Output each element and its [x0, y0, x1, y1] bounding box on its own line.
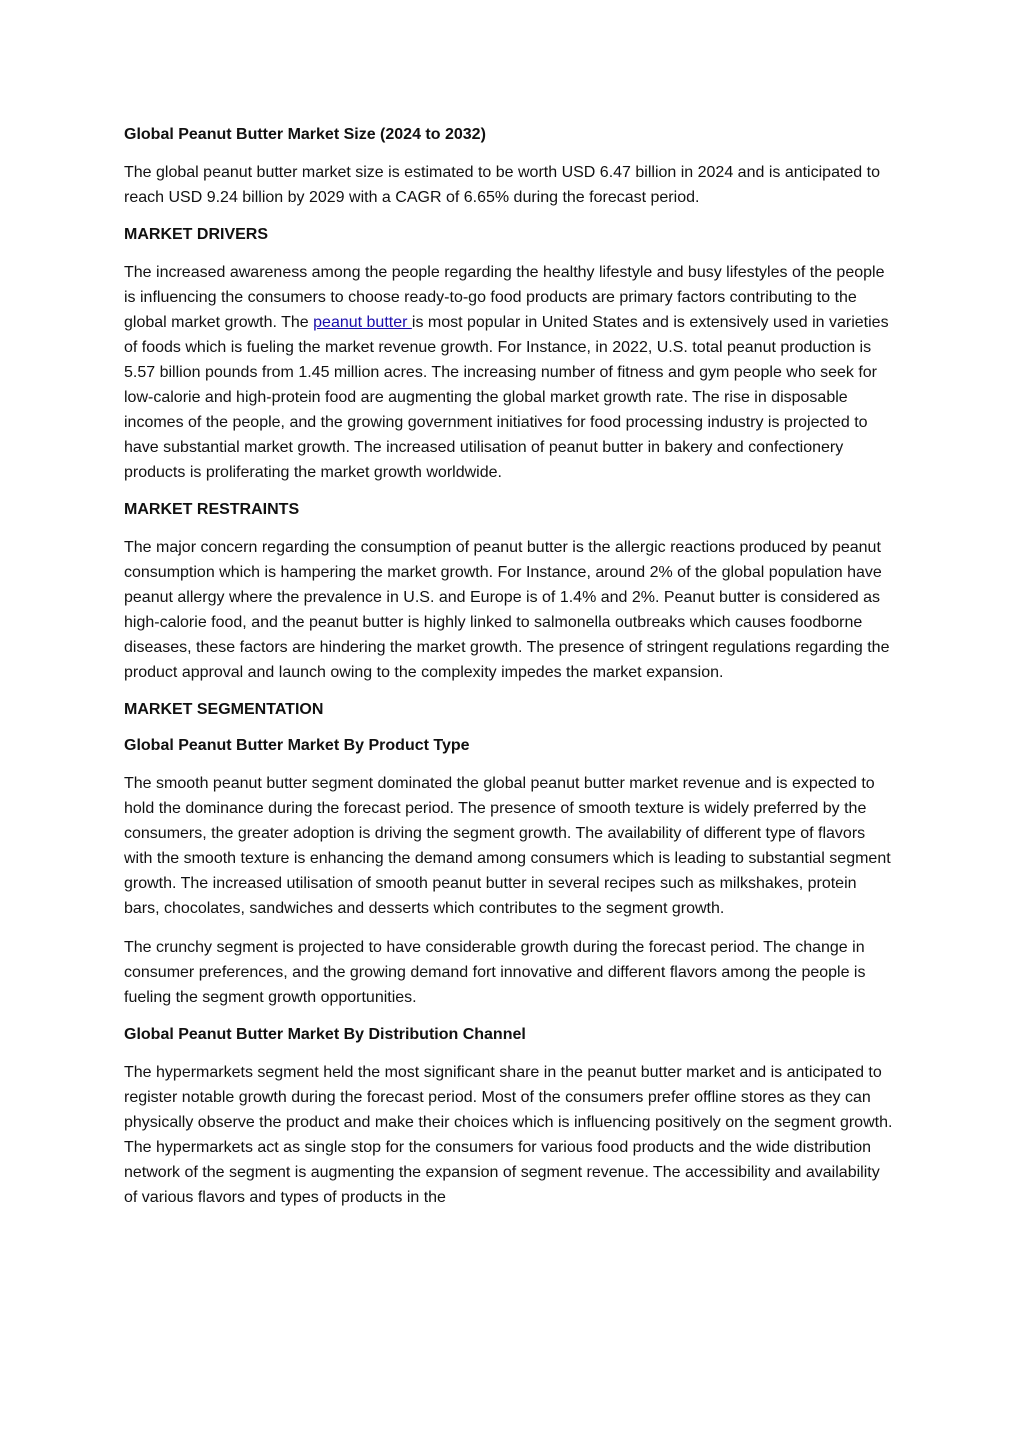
document-title: Global Peanut Butter Market Size (2024 to 2032) — [124, 126, 486, 143]
drivers-text-before-link: The increased awareness among the people regarding the healthy lifestyle and busy lifestyles of the people is influencing the consumers to choose ready-to-go food products are primary factors contributing to the global market growth. The — [124, 264, 885, 331]
smooth-segment-paragraph: The smooth peanut butter segment dominated the global peanut butter market revenue and is expected to hold the dominance during the forecast period. The presence of smooth texture is widely preferred by the consumers, the greater adoption is driving the segment growth. The availability of different type of flavors with the smooth texture is enhancing the demand among consumers which is leading to substantial segment growth. The increased utilisation of smooth peanut butter in several recipes such as milkshakes, protein bars, chocolates, sandwiches and desserts which contributes to the segment growth. — [124, 775, 891, 917]
segmentation-heading: MARKET SEGMENTATION — [124, 701, 324, 718]
document-page — [124, 124, 896, 1224]
drivers-heading: MARKET DRIVERS — [124, 226, 269, 243]
distribution-channel-heading: Global Peanut Butter Market By Distribution Channel — [124, 1026, 526, 1043]
restraints-paragraph: The major concern regarding the consumption of peanut butter is the allergic reactions produced by peanut consumption which is hampering the market growth. For Instance, around 2% of the global population have peanut allergy where the prevalence in U.S. and Europe is of 1.4% and 2%. Peanut butter is considered as high-calorie food, and the peanut butter is highly linked to salmonella outbreaks which causes foodborne diseases, these factors are hindering the market growth. The presence of stringent regulations regarding the product approval and launch owing to the complexity impedes the market expansion. — [124, 539, 890, 681]
intro-paragraph: The global peanut butter market size is estimated to be worth USD 6.47 billion in 2024 and is anticipated to reach USD 9.24 billion by 2029 with a CAGR of 6.65% during the forecast period. — [124, 164, 880, 206]
distribution-channel-paragraph: The hypermarkets segment held the most significant share in the peanut butter market and is anticipated to register notable growth during the forecast period. Most of the consumers prefer offline stores as they can physically observe the product and make their choices which is influencing positively on the segment growth. The hypermarkets act as single stop for the consumers for various food products and the wide distribution network of the segment is augmenting the expansion of segment revenue. The accessibility and availability of various flavors and types of products in the — [124, 1064, 893, 1206]
drivers-paragraph — [124, 260, 896, 485]
product-type-heading: Global Peanut Butter Market By Product Type — [124, 737, 470, 754]
drivers-text-after-link: is most popular in United States and is extensively used in varieties of foods which is fueling the market revenue growth. For Instance, in 2022, U.S. total peanut production is 5.57 billion pounds from 1.45 million acres. The increasing number of fitness and gym people who seek for low-calorie and high-protein food are augmenting the global market growth rate. The rise in disposable incomes of the people, and the growing government initiatives for food processing industry is projected to have substantial market growth. The increased utilisation of peanut butter in bakery and confectionery products is proliferating the market growth worldwide. — [124, 314, 889, 481]
crunchy-segment-paragraph: The crunchy segment is projected to have considerable growth during the forecast period. The change in consumer preferences, and the growing demand fort innovative and different flavors among the people is fueling the segment growth opportunities. — [124, 939, 866, 1006]
peanut-butter-link[interactable]: peanut butter — [313, 314, 412, 331]
restraints-heading: MARKET RESTRAINTS — [124, 501, 300, 518]
